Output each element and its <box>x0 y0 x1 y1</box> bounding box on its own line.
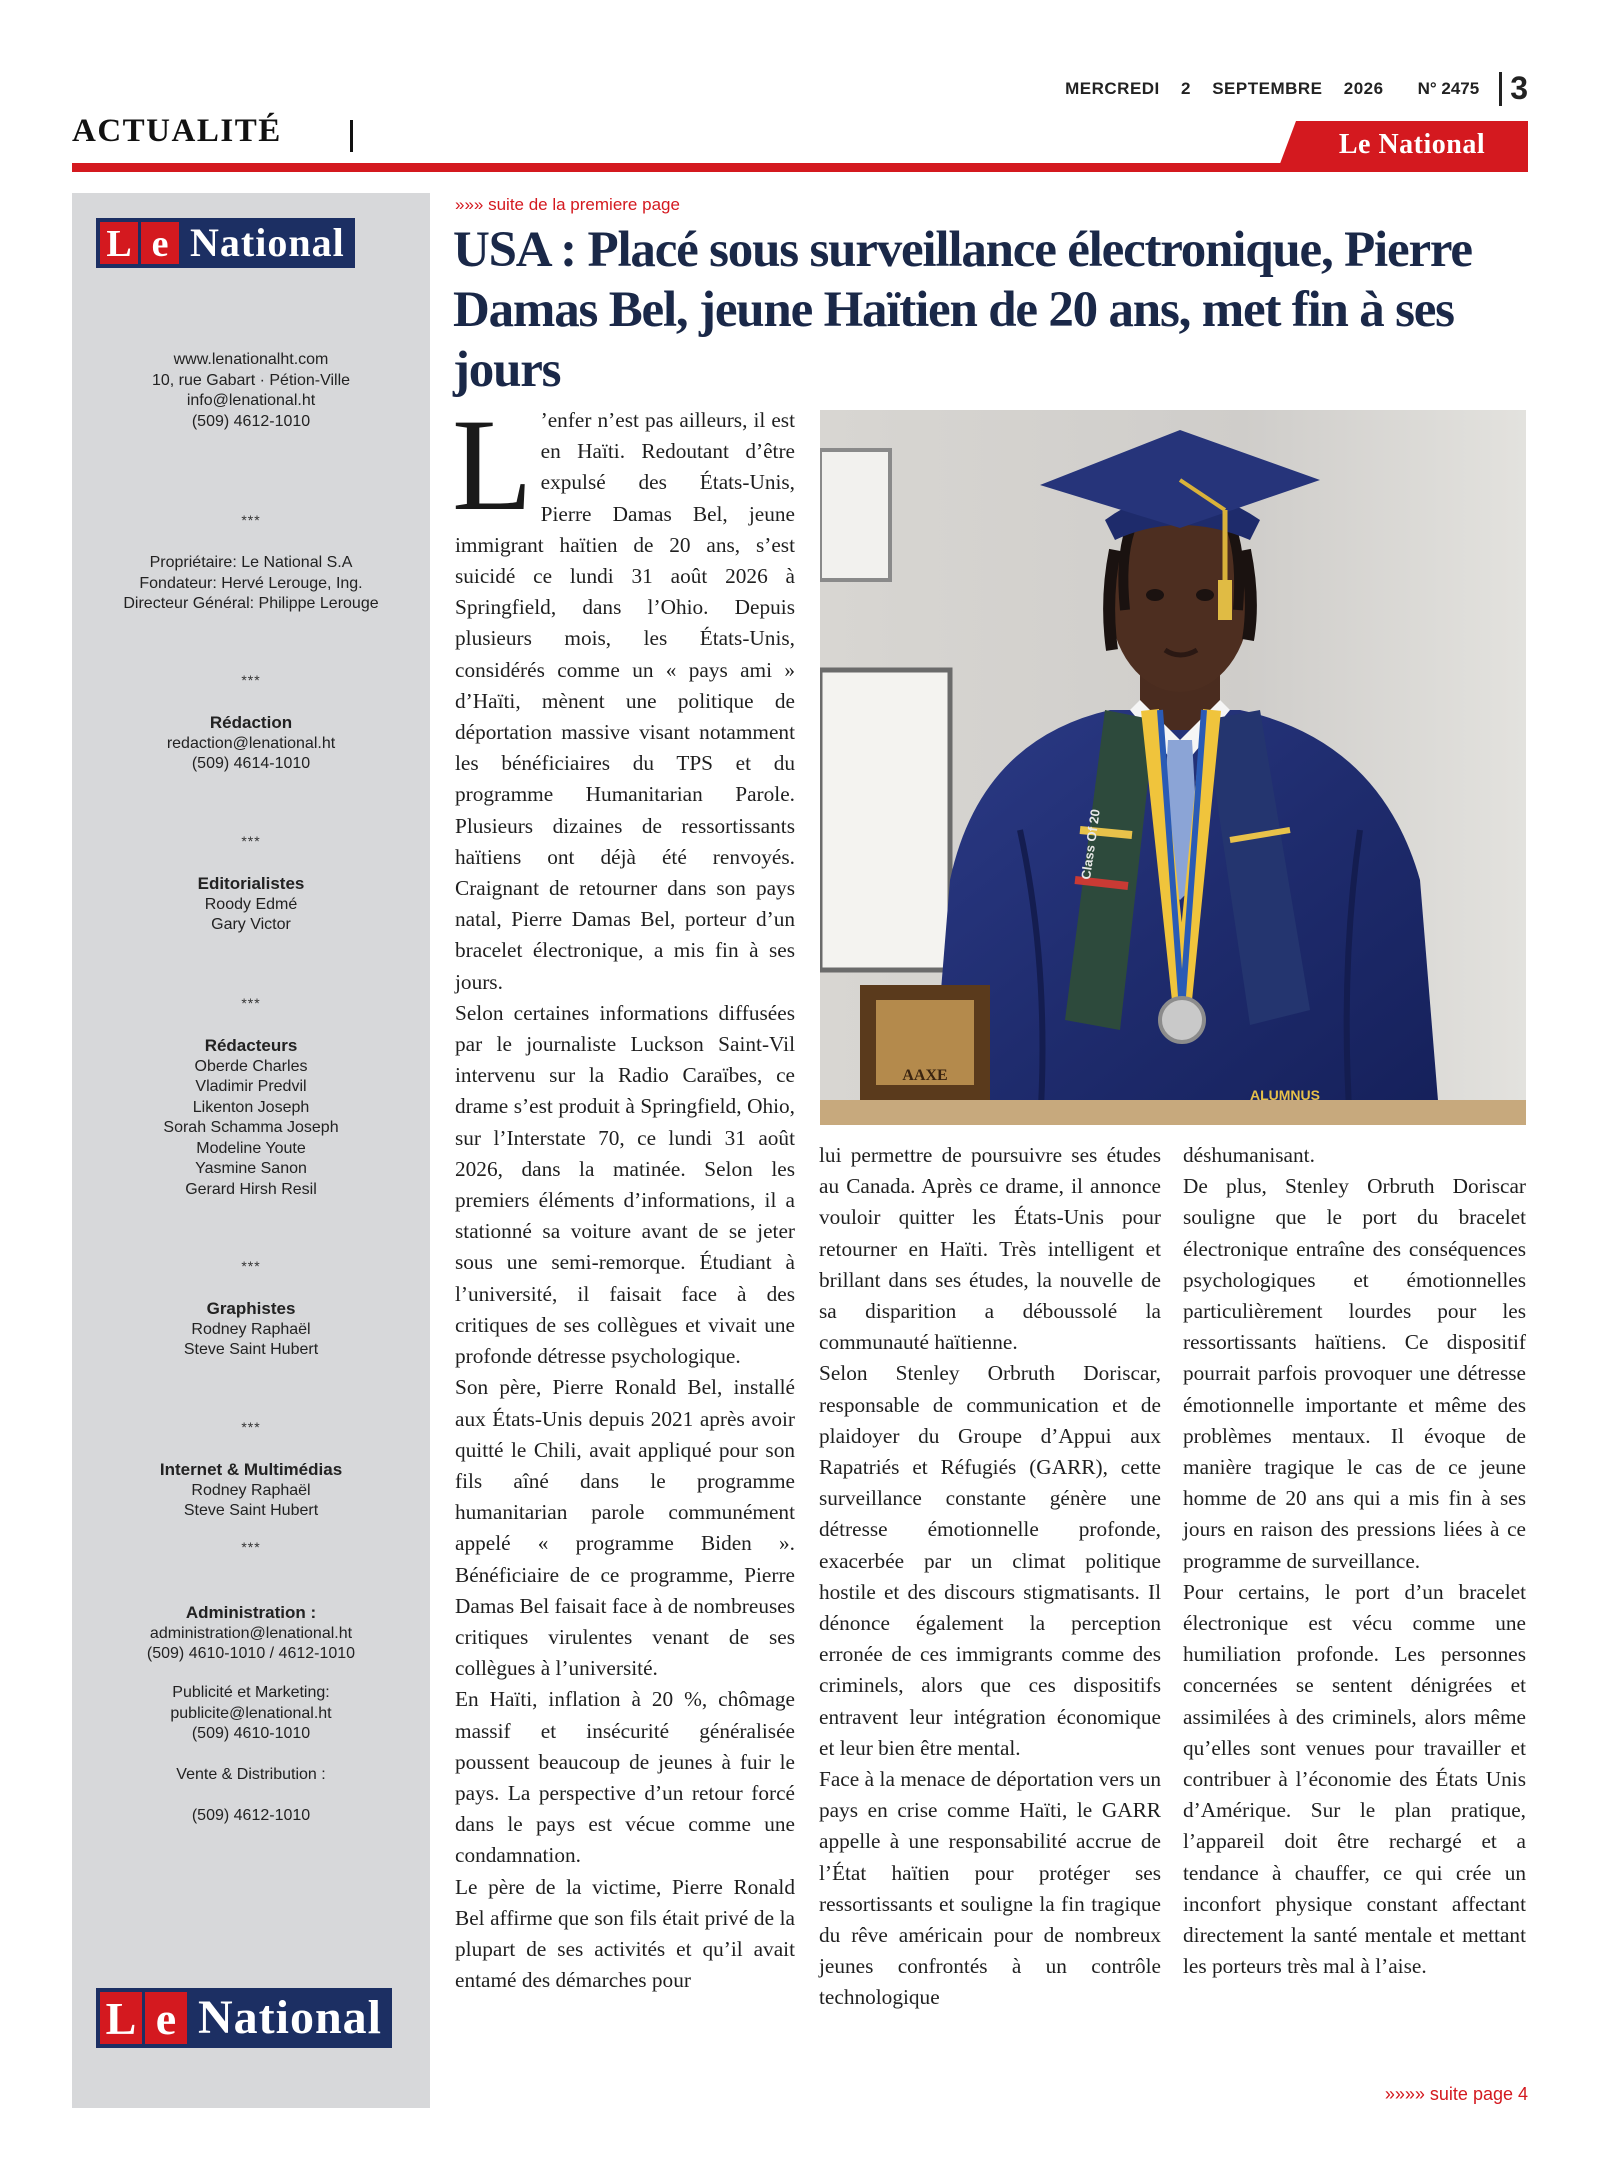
article-photo <box>820 410 1526 1125</box>
separator-stars: *** <box>241 833 261 849</box>
redaction-phone: (509) 4614-1010 <box>191 755 311 772</box>
logo-word: National <box>190 1992 388 2044</box>
redacteur-name: Oberde Charles <box>194 1057 308 1075</box>
day: MERCREDI <box>1065 78 1160 98</box>
publicite-block <box>72 1683 430 1745</box>
paragraph: Son père, Pierre Ronald Bel, installé aux États-Unis depuis 2021 après avoir quitté le Chili, avait appliqué pour son fils aîné dans le programme humanitarian parole communément appelé « programme Biden ». Bénéficiaire de ce programme, Pierre Damas Bel faisait face à de nombreuses critiques virulentes venant de ses collègues à l’université. <box>455 1375 795 1681</box>
belt-text: ALUMNUS <box>1250 1087 1320 1103</box>
logo-top <box>96 218 355 268</box>
redacteur-name: Modeline Youte <box>196 1139 306 1157</box>
editorialistes-block <box>72 874 430 936</box>
section-title: ACTUALITÉ <box>72 113 282 149</box>
month: SEPTEMBRE <box>1212 78 1323 98</box>
article-headline: USA : Placé sous surveillance électronique, Pierre Damas Bel, jeune Haïtien de 20 ans, met fin à ses jours <box>453 222 1472 398</box>
graphiste-name: Steve Saint Hubert <box>183 1341 319 1358</box>
redacteur-name: Likenton Joseph <box>192 1098 310 1116</box>
stole-text: Class Of 20 <box>1078 808 1103 881</box>
vente-block <box>72 1765 430 1826</box>
publicite-phone: (509) 4610-1010 <box>191 1725 311 1742</box>
logo-word: National <box>182 222 351 264</box>
email: info@lenational.ht <box>186 392 316 409</box>
internet-name: Rodney Raphaël <box>191 1481 311 1499</box>
redacteur-name: Yasmine Sanon <box>195 1160 307 1177</box>
logo-letter-e: e <box>145 1992 187 2044</box>
paragraph: En Haïti, inflation à 20 %, chômage massif et insécurité généralisée poussent beaucoup de jeunes à fuir le pays. La perspective d’un retour forcé dans le pays est vécue comme une condamnation. <box>455 1687 795 1868</box>
date-number: 2 <box>1181 78 1191 98</box>
paragraph: Le père de la victime, Pierre Ronald Bel affirme que son fils était privé de la plupart de ses activités et qu’il avait entamé des démarches pour <box>455 1874 795 1993</box>
brand-tab: Le National <box>1296 121 1528 169</box>
phone: (509) 4612-1010 <box>191 412 311 430</box>
graphiste-name: Rodney Raphaël <box>191 1320 311 1338</box>
separator-stars: *** <box>241 995 261 1011</box>
contact-info <box>72 350 430 432</box>
founder: Fondateur: Hervé Lerouge, Ing. <box>139 574 363 592</box>
paragraph: Face à la menace de déportation vers un pays en crise comme Haïti, le GARR appelle à une responsabilité accrue de l’État haïtien pour protéger ses ressortissants et souligne la fin tragique du rêve américain pour de nombreux jeunes confrontés à un contrôle technologique <box>819 1767 1161 2010</box>
redacteur-name: Sorah Schamma Joseph <box>163 1119 339 1136</box>
administration-title: Administration : <box>185 1603 317 1622</box>
redaction-title: Rédaction <box>209 713 293 732</box>
continued-on-page: »»»» suite page 4 <box>1384 2084 1528 2104</box>
paragraph: Pour certains, le port d’un bracelet électronique est vécu comme une humiliation profonde. Les personnes concernées se sentent dénigrées et assimilées à des criminels, alors même qu’elles sont venues pour travailler et contribuer à l’économie des États Unis d’Amérique. Sur le plan pratique, l’appareil doit être rechargé et a tendance à chauffer, ce qui crée un inconfort physique constant affectant directement la santé mentale et mettant les porteurs très mal à l’aise. <box>1183 1579 1526 1979</box>
paragraph: déshumanisant. <box>1183 1143 1315 1167</box>
vente-title: Vente & Distribution : <box>176 1766 326 1783</box>
paragraph: lui permettre de poursuivre ses études au Canada. Après ce drame, il annonce vouloir quitter les États-Unis pour retourner en Haïti. Très intelligent et brillant dans ses études, la nouvelle de sa disparition a déboussolé la communauté haïtienne. <box>819 1143 1161 1355</box>
page-number: 3 <box>1510 70 1528 106</box>
date <box>1065 79 1383 99</box>
separator-stars: *** <box>241 1258 261 1274</box>
paragraph: Selon Stenley Orbruth Doriscar, responsable de communication et de plaidoyer du Groupe d’Appui aux Rapatriés et Réfugiés (GARR), cette surveillance constante génère une détresse émotionnelle profonde, exacerbée par un climat politique hostile et des discours stigmatisants. Il dénonce également la perception erronée de ces immigrants comme des criminels, alors que ces dispositifs entravent leur intégration économique et leur bien être mental. <box>819 1361 1161 1760</box>
header-dateline <box>1065 70 1528 107</box>
header-rule <box>72 163 1528 172</box>
drop-cap: L <box>452 391 533 538</box>
editorialiste-name: Roody Edmé <box>204 895 298 913</box>
logo-letter-e: e <box>141 222 179 264</box>
logo-letter-l: L <box>100 222 138 264</box>
paragraph: De plus, Stenley Orbruth Doriscar souligne que le port du bracelet électronique entraîne des conséquences psychologiques et émotionnelles particulièrement lourdes pour les ressortissants haïtiens. Ce dispositif pourrait parfois provoquer une détresse émotionnelle importante et même des problèmes mentaux. Il évoque de manière tragique le cas de ce jeune homme de 20 ans qui a mis fin à ses jours en raison des pressions liées à ce programme de surveillance. <box>1183 1174 1526 1573</box>
graphistes-block <box>72 1299 430 1361</box>
logo-letter-l: L <box>100 1992 142 2044</box>
director: Directeur Général: Philippe Lerouge <box>123 595 379 612</box>
administration-phone: (509) 4610-1010 / 4612-1010 <box>146 1645 356 1662</box>
article-column-1 <box>452 391 795 1996</box>
article-column-2 <box>819 1140 1161 2014</box>
internet-name: Steve Saint Hubert <box>183 1502 319 1519</box>
internet-title: Internet & Multimédias <box>159 1460 343 1479</box>
internet-block <box>72 1460 430 1522</box>
ownership-info <box>72 553 430 615</box>
plaque-text: AAXE <box>902 1067 948 1084</box>
page-divider <box>1499 72 1502 106</box>
redacteurs-block <box>72 1036 430 1200</box>
article-column-3 <box>1183 1140 1526 1982</box>
editorialistes-title: Editorialistes <box>197 874 305 893</box>
website: www.lenationalht.com <box>173 351 329 368</box>
continuation-kicker: »»» suite de la premiere page <box>455 195 680 214</box>
redacteur-name: Gerard Hirsh Resil <box>185 1180 317 1198</box>
editorialiste-name: Gary Victor <box>211 916 291 933</box>
issue-number: N° 2475 <box>1417 78 1480 98</box>
separator-stars: *** <box>241 1539 261 1555</box>
redaction-email: redaction@lenational.ht <box>166 734 336 752</box>
publicite-title: Publicité et Marketing: <box>172 1684 330 1701</box>
paragraph: Selon certaines informations diffusées par le journaliste Luckson Saint-Vil intervenu sur la Radio Caraïbes, ce drame s’est produit à Springfield, Ohio, sur l’Interstate 70, ce lundi 31 août 2026, dans la matinée. Selon les premiers éléments d’informations, il a stationné sa voiture avant de se jeter sous une semi-remorque. Étudiant à l’université, il faisait face à des critiques de ses collègues et vivait une profonde détresse psychologique. <box>455 1000 795 1369</box>
publicite-email: publicite@lenational.ht <box>170 1704 332 1722</box>
redacteurs-title: Rédacteurs <box>204 1036 298 1055</box>
address: 10, rue Gabart · Pétion-Ville <box>151 371 351 389</box>
owner: Propriétaire: Le National S.A <box>149 554 353 571</box>
redaction-block <box>72 713 430 775</box>
graduate-illustration <box>820 410 1526 1125</box>
separator-stars: *** <box>241 1419 261 1435</box>
administration-email: administration@lenational.ht <box>149 1624 353 1642</box>
graphistes-title: Graphistes <box>206 1299 296 1318</box>
separator-stars: *** <box>241 672 261 688</box>
paragraph: ’enfer n’est pas ailleurs, il est en Haïti. Redoutant d’être expulsé des États-Unis, Pierre Damas Bel, jeune immigrant haïtien de 20 ans, s’est suicidé ce lundi 31 août 2026 à Springfield, dans l’Ohio. Depuis plusieurs mois, les États-Unis, considérés comme un « pays ami » d’Haïti, mènent une politique de déportation massive visant notamment les bénéficiaires du TPS et du programme Humanitarian Parole. Plusieurs dizaines de ressortissants haïtiens ont déjà été renvoyés. Craignant de retourner dans son pays natal, Pierre Damas Bel, porteur d’un bracelet électronique, a mis fin à ses jours. <box>455 408 795 994</box>
redacteur-name: Vladimir Predvil <box>195 1078 307 1095</box>
section-separator <box>350 120 353 152</box>
vente-phone: (509) 4612-1010 <box>191 1806 311 1824</box>
logo-bottom <box>96 1988 392 2048</box>
separator-stars: *** <box>241 512 261 528</box>
administration-block <box>72 1603 430 1665</box>
year: 2026 <box>1343 78 1384 98</box>
